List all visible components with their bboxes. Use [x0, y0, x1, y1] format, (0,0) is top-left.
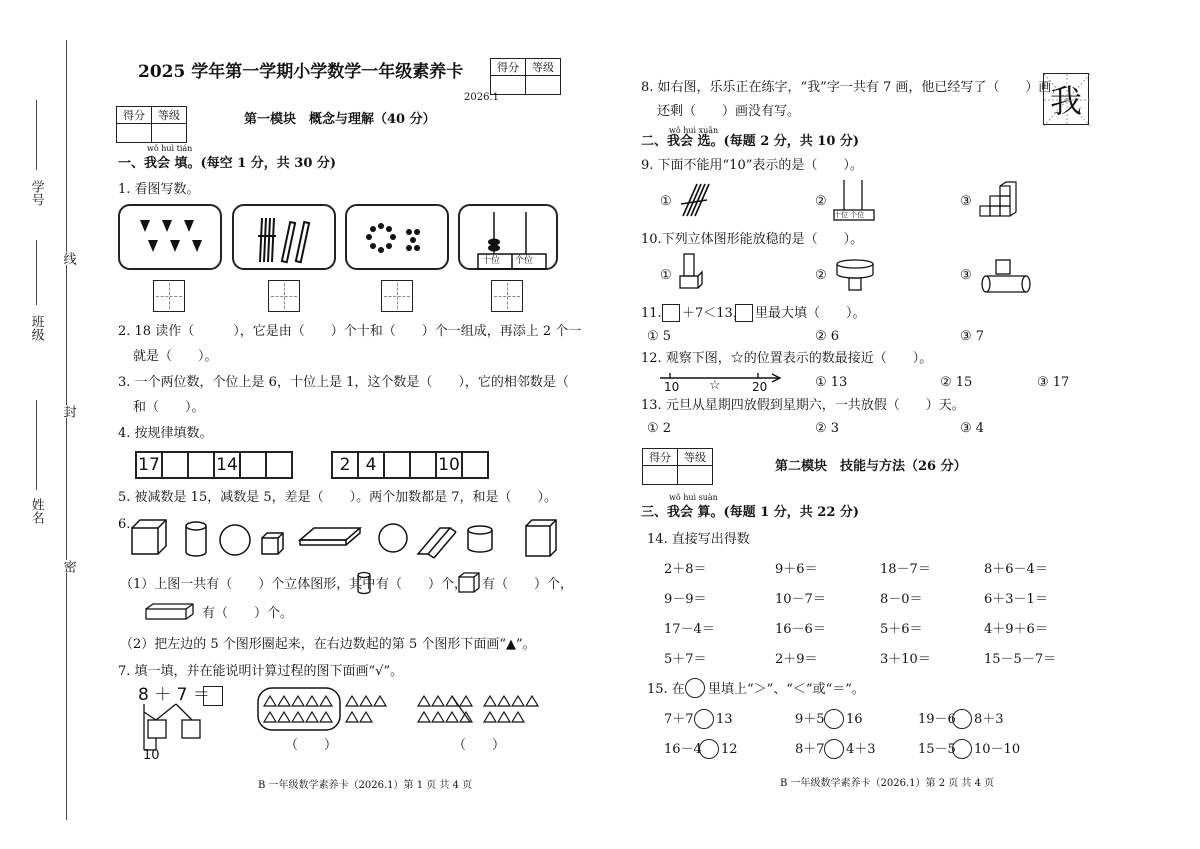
- q6-solid-shapes: [130, 518, 560, 560]
- cylinder-icon: [357, 572, 371, 594]
- q15-answer-circle[interactable]: [952, 709, 972, 729]
- module1-score-table: 得分 等级: [116, 106, 187, 143]
- q14-item[interactable]: 9＋6＝: [775, 562, 818, 577]
- q1-answer-box-1[interactable]: [153, 280, 185, 312]
- seal-line-label: 线: [60, 252, 76, 265]
- sec2-title: 二、我会 选。(每题 2 分，共 10 分): [641, 134, 860, 149]
- footer-page2: B 一年级数学素养卡（2026.1）第 2 页 共 4 页: [780, 778, 995, 789]
- q10-option-1[interactable]: ①: [660, 268, 672, 283]
- class-blank: [36, 240, 37, 305]
- q15-left: 19－6: [918, 712, 956, 727]
- q3-line1: 3. 一个两位数，个位上是 6，十位上是 1，这个数是（ ），它的相邻数是（: [118, 375, 569, 390]
- q12-text: 12. 观察下图，☆的位置表示的数最接近（ ）。: [641, 351, 933, 366]
- q14-item[interactable]: 5＋7＝: [664, 652, 707, 667]
- q13-option-2[interactable]: ② 3: [815, 421, 840, 436]
- q14-item[interactable]: 8－0＝: [880, 592, 923, 607]
- seq1-cell: 14: [214, 452, 240, 478]
- page-title: 2025 学年第一学期小学数学一年级素养卡: [138, 62, 464, 82]
- abacus-ones-label: 个位: [515, 256, 534, 266]
- sec3-pinyin: wǒ huì suàn: [669, 493, 718, 502]
- q15-left: 15－5: [918, 742, 956, 757]
- q11-mid: ＋7＜13，: [682, 306, 746, 321]
- q1-answer-box-3[interactable]: [381, 280, 413, 312]
- q8-character-grid: [1043, 73, 1089, 125]
- name-blank: [36, 400, 37, 490]
- q1-picture-abacus: [458, 204, 558, 270]
- class-label: 班级: [28, 315, 44, 341]
- q4-sequence-1: [135, 451, 293, 479]
- q12-star: ☆: [709, 378, 721, 393]
- q14-item[interactable]: 15－5－7＝: [984, 652, 1057, 667]
- module1-title: 第一模块 概念与理解（40 分）: [244, 112, 436, 127]
- q15-answer-circle[interactable]: [824, 709, 844, 729]
- module2-title: 第二模块 技能与方法（26 分）: [775, 459, 967, 474]
- q14-item[interactable]: 6＋3－1＝: [984, 592, 1048, 607]
- footer-page1: B 一年级数学素养卡（2026.1）第 1 页 共 4 页: [258, 780, 473, 791]
- sec1-title: 一、我会 填。(每空 1 分，共 30 分): [118, 156, 337, 171]
- q14-item[interactable]: 9－9＝: [664, 592, 707, 607]
- sec3-title: 三、我会 算。(每题 1 分，共 22 分): [641, 505, 860, 520]
- q6-part1-c: 有（ ）个，: [482, 577, 574, 592]
- q15-right: 4＋3: [846, 742, 876, 757]
- q9-option-3[interactable]: ③: [960, 194, 972, 209]
- q10-shape-1-icon: [678, 252, 704, 292]
- sec2-pinyin: wǒ huì xuǎn: [669, 126, 719, 135]
- q10-shape-2-icon: [833, 258, 879, 292]
- seq1-cell: 17: [136, 452, 162, 478]
- q14-item[interactable]: 10－7＝: [775, 592, 826, 607]
- q12-label-20: 20: [752, 380, 768, 394]
- q15-right: 12: [721, 742, 738, 757]
- seq2-cell[interactable]: [462, 452, 488, 478]
- q10-shape-3-icon: [980, 258, 1030, 296]
- q1-picture-sticks: [232, 204, 336, 270]
- seq2-cell[interactable]: [410, 452, 436, 478]
- q9-cubes-icon: [978, 180, 1022, 220]
- dots-icon: [347, 206, 451, 272]
- q11-post: 里最大填（ ）。: [755, 306, 866, 321]
- q9-abacus-label: 十位 个位: [834, 211, 865, 219]
- q15-answer-circle[interactable]: [694, 709, 714, 729]
- seal-feng-label: 封: [60, 405, 76, 418]
- q15-answer-circle[interactable]: [699, 739, 719, 759]
- q1-answer-box-2[interactable]: [268, 280, 300, 312]
- q14-item[interactable]: 8＋6－4＝: [984, 562, 1048, 577]
- q15-text-post: 里填上“＞”、“＜”或“＝”。: [708, 682, 865, 697]
- q10-option-3[interactable]: ③: [960, 268, 972, 283]
- q5-text: 5. 被减数是 15，减数是 5，差是（ ）。两个加数都是 7，和是（ ）。: [118, 490, 558, 505]
- seq2-cell[interactable]: [384, 452, 410, 478]
- q3-line2: 和（ ）。: [133, 400, 205, 415]
- q15-left: 9＋5: [795, 712, 825, 727]
- q1-picture-shuttlecocks: [118, 204, 222, 270]
- q4-sequence-2: [331, 451, 489, 479]
- q7-ten: 10: [143, 748, 160, 763]
- q14-item[interactable]: 4＋9＋6＝: [984, 622, 1048, 637]
- q6-part1-a: （1）上图一共有（ ）个立体图形，其中: [120, 577, 376, 592]
- q1-picture-dots: [345, 204, 449, 270]
- cube-icon: [458, 572, 480, 594]
- abacus-tens-label: 十位: [482, 256, 501, 266]
- q9-sticks-bundle-icon: [677, 180, 713, 220]
- q14-item[interactable]: 3＋10＝: [880, 652, 931, 667]
- q14-item[interactable]: 2＋8＝: [664, 562, 707, 577]
- exam-date: 2026.1: [464, 92, 499, 103]
- q13-option-3[interactable]: ③ 4: [960, 421, 985, 436]
- q14-item[interactable]: 16－6＝: [775, 622, 826, 637]
- q14-item[interactable]: 18－7＝: [880, 562, 931, 577]
- q11-option-3[interactable]: ③ 7: [960, 329, 985, 344]
- q4-text: 4. 按规律填数。: [118, 426, 213, 441]
- q2-line1: 2. 18 读作（ ），它是由（ ）个十和（ ）个一组成，再添上 2 个一: [118, 324, 582, 339]
- q15-left: 16－4: [664, 742, 702, 757]
- q15-answer-circle[interactable]: [824, 739, 844, 759]
- q1-text: 1. 看图写数。: [118, 182, 200, 197]
- seq2-cell: 2: [332, 452, 358, 478]
- q12-option-3[interactable]: ③ 17: [1037, 375, 1070, 390]
- q6-part1-d: 有（ ）个。: [202, 606, 294, 621]
- q15-circle-symbol: [685, 678, 705, 698]
- q6-num: 6.: [118, 517, 131, 532]
- abacus-icon: [460, 206, 560, 272]
- cuboid-icon: [145, 603, 197, 621]
- q11-box-1: [662, 304, 680, 322]
- q10-text: 10.下列立体图形能放稳的是（ ）。: [641, 232, 864, 247]
- q14-item[interactable]: 17－4＝: [664, 622, 715, 637]
- q2-line2: 就是（ ）。: [133, 349, 218, 364]
- q14-item[interactable]: 2＋9＝: [775, 652, 818, 667]
- q7-triangle-groups: [256, 686, 536, 732]
- q15-left: 8＋7: [795, 742, 825, 757]
- seq2-cell: 10: [436, 452, 462, 478]
- q14-item[interactable]: 5＋6＝: [880, 622, 923, 637]
- module2-score-table: 得分 等级: [642, 448, 713, 485]
- student-id-label: 学号: [28, 180, 44, 206]
- q15-text-pre: 15. 在: [647, 682, 685, 697]
- shuttlecock-icons: [120, 206, 224, 272]
- q1-answer-box-4[interactable]: [491, 280, 523, 312]
- q9-text: 9. 下面不能用“10”表示的是（ ）。: [641, 158, 863, 173]
- q15-right: 10－10: [974, 742, 1021, 757]
- q11-box-2: [735, 304, 753, 322]
- header-score-table: 得分 等级: [490, 58, 561, 95]
- q6-part2: （2）把左边的 5 个图形圈起来，在右边数起的第 5 个图形下面画“▲”。: [120, 637, 536, 652]
- seq2-cell: 4: [358, 452, 384, 478]
- q15-right: 13: [716, 712, 733, 727]
- q9-option-1[interactable]: ①: [660, 194, 672, 209]
- seal-mi-label: 密: [60, 560, 76, 573]
- q6-part1-b: 有（ ）个，: [376, 577, 468, 592]
- q12-label-10: 10: [664, 380, 680, 394]
- q11-option-2[interactable]: ② 6: [815, 329, 840, 344]
- q13-option-1[interactable]: ① 2: [647, 421, 672, 436]
- q7-paren-1[interactable]: （ ）: [285, 738, 338, 753]
- sec1-pinyin: wǒ huì tián: [147, 144, 193, 153]
- q11-option-1[interactable]: ① 5: [647, 329, 672, 344]
- q15-left: 7＋7: [664, 712, 694, 727]
- q10-option-2[interactable]: ②: [815, 268, 827, 283]
- name-label: 姓名: [28, 498, 44, 524]
- student-id-blank: [36, 100, 37, 170]
- q7-text: 7. 填一填，并在能说明计算过程的图下面画“√”。: [118, 664, 404, 679]
- bundle-sticks-icon: [234, 206, 338, 272]
- q15-answer-circle[interactable]: [952, 739, 972, 759]
- q13-text: 13. 元旦从星期四放假到星期六，一共放假（ ）天。: [641, 398, 965, 413]
- seq1-cell[interactable]: [188, 452, 214, 478]
- q15-right: 16: [846, 712, 863, 727]
- seq1-cell[interactable]: [266, 452, 292, 478]
- binding-line: [66, 40, 67, 820]
- q12-option-1[interactable]: ① 13: [815, 375, 848, 390]
- seq1-cell[interactable]: [240, 452, 266, 478]
- q8-line2: 还剩（ ）画没有写。: [657, 104, 801, 119]
- seq1-cell[interactable]: [162, 452, 188, 478]
- q11-num: 11.: [641, 306, 662, 321]
- q7-equation: 8 ＋ 7 ＝: [138, 685, 210, 705]
- q7-paren-2[interactable]: （ ）: [453, 738, 506, 753]
- q9-option-2[interactable]: ②: [815, 194, 827, 209]
- q12-option-2[interactable]: ② 15: [940, 375, 973, 390]
- q7-answer-box[interactable]: [203, 686, 223, 706]
- q8-character: 我: [1050, 82, 1083, 120]
- q8-line1: 8. 如右图，乐乐正在练字，“我”字一共有 7 画，他已经写了（ ）画，: [641, 80, 1065, 95]
- q14-text: 14. 直接写出得数: [647, 532, 750, 547]
- q15-right: 8＋3: [974, 712, 1004, 727]
